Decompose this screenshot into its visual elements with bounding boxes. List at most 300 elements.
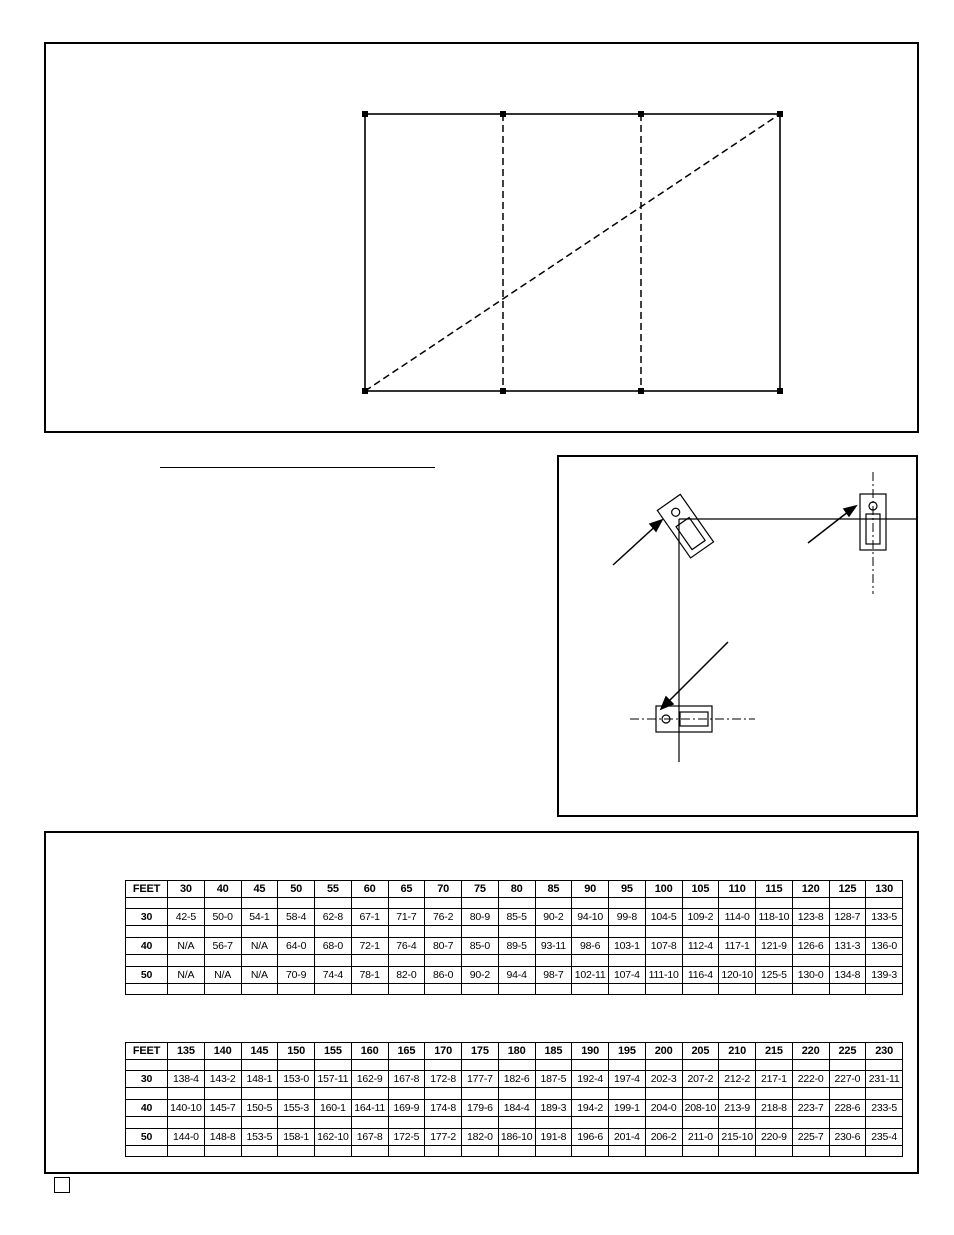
table-cell: 202-3 [645, 1071, 682, 1088]
empty-cell [829, 926, 866, 938]
empty-cell [315, 926, 352, 938]
empty-cell [204, 1088, 241, 1100]
empty-cell [351, 1117, 388, 1129]
table-cell: 227-0 [829, 1071, 866, 1088]
table-cell: 94-4 [498, 967, 535, 984]
table-cell: 167-8 [351, 1129, 388, 1146]
empty-cell [168, 926, 205, 938]
column-header: 65 [388, 881, 425, 898]
empty-cell [682, 1088, 719, 1100]
table-cell: 114-0 [719, 909, 756, 926]
empty-cell [388, 898, 425, 909]
row-header: 50 [126, 967, 168, 984]
empty-cell [682, 1117, 719, 1129]
empty-cell [241, 1146, 278, 1157]
table-cell: 98-7 [535, 967, 572, 984]
empty-cell [351, 926, 388, 938]
empty-cell [241, 898, 278, 909]
empty-cell [278, 926, 315, 938]
table-cell: 121-9 [756, 938, 793, 955]
empty-cell [498, 1060, 535, 1071]
empty-cell [204, 1117, 241, 1129]
spacer-row [126, 1088, 903, 1100]
empty-cell [572, 984, 609, 995]
column-header: 100 [645, 881, 682, 898]
empty-cell [126, 1060, 168, 1071]
table-cell: 157-11 [315, 1071, 352, 1088]
row-header: 30 [126, 1071, 168, 1088]
row-header: 50 [126, 1129, 168, 1146]
empty-cell [645, 1146, 682, 1157]
empty-cell [168, 1146, 205, 1157]
table-cell: 177-2 [425, 1129, 462, 1146]
table-cell: 213-9 [719, 1100, 756, 1117]
table-cell: N/A [241, 967, 278, 984]
column-header: 190 [572, 1043, 609, 1060]
table-cell: 139-3 [866, 967, 903, 984]
column-header: 145 [241, 1043, 278, 1060]
table-cell: 211-0 [682, 1129, 719, 1146]
spacer-row [126, 1117, 903, 1129]
table-row [126, 967, 903, 984]
column-header: 195 [609, 1043, 646, 1060]
empty-cell [126, 1088, 168, 1100]
empty-cell [425, 1146, 462, 1157]
table-cell: 172-8 [425, 1071, 462, 1088]
column-header: 155 [315, 1043, 352, 1060]
empty-cell [126, 1146, 168, 1157]
table-cell: 179-6 [462, 1100, 499, 1117]
table-body [126, 898, 903, 995]
table-cell: 117-1 [719, 938, 756, 955]
empty-cell [315, 984, 352, 995]
table-cell: 70-9 [278, 967, 315, 984]
empty-cell [756, 1146, 793, 1157]
empty-cell [609, 1088, 646, 1100]
empty-cell [756, 898, 793, 909]
empty-cell [792, 984, 829, 995]
column-header: 125 [829, 881, 866, 898]
empty-cell [572, 1146, 609, 1157]
table-cell: 201-4 [609, 1129, 646, 1146]
empty-cell [315, 898, 352, 909]
empty-cell [829, 955, 866, 967]
empty-cell [829, 1060, 866, 1071]
empty-cell [204, 1060, 241, 1071]
empty-cell [535, 1088, 572, 1100]
table-cell: 160-1 [315, 1100, 352, 1117]
table-cell: 184-4 [498, 1100, 535, 1117]
empty-cell [425, 1117, 462, 1129]
column-header: 30 [168, 881, 205, 898]
empty-cell [572, 1060, 609, 1071]
table-cell: 225-7 [792, 1129, 829, 1146]
empty-cell [719, 984, 756, 995]
page-checkbox[interactable] [54, 1177, 70, 1193]
table-cell: 71-7 [388, 909, 425, 926]
column-header: 210 [719, 1043, 756, 1060]
empty-cell [241, 1060, 278, 1071]
table-cell: 76-4 [388, 938, 425, 955]
table-cell: 199-1 [609, 1100, 646, 1117]
table-cell: 118-10 [756, 909, 793, 926]
table-cell: 133-5 [866, 909, 903, 926]
empty-cell [388, 1146, 425, 1157]
spacer-row [126, 1146, 903, 1157]
column-header: 140 [204, 1043, 241, 1060]
column-header: 175 [462, 1043, 499, 1060]
empty-cell [278, 984, 315, 995]
empty-cell [829, 898, 866, 909]
column-header: 230 [866, 1043, 903, 1060]
column-header: 170 [425, 1043, 462, 1060]
table-cell: 131-3 [829, 938, 866, 955]
column-header: 95 [609, 881, 646, 898]
table-cell: 85-0 [462, 938, 499, 955]
table-cell: 74-4 [315, 967, 352, 984]
empty-cell [425, 898, 462, 909]
empty-cell [866, 984, 903, 995]
empty-cell [535, 926, 572, 938]
table-row [126, 1100, 903, 1117]
row-header: 40 [126, 938, 168, 955]
empty-cell [168, 1060, 205, 1071]
empty-cell [278, 1060, 315, 1071]
column-header: 115 [756, 881, 793, 898]
table-cell: 143-2 [204, 1071, 241, 1088]
empty-cell [756, 926, 793, 938]
table-cell: 103-1 [609, 938, 646, 955]
table-cell: 228-6 [829, 1100, 866, 1117]
empty-cell [535, 1117, 572, 1129]
empty-cell [535, 984, 572, 995]
table-cell: 107-8 [645, 938, 682, 955]
table-cell: 215-10 [719, 1129, 756, 1146]
empty-cell [498, 1117, 535, 1129]
table-cell: 126-6 [792, 938, 829, 955]
empty-cell [829, 1117, 866, 1129]
empty-cell [388, 1117, 425, 1129]
table-cell: 220-9 [756, 1129, 793, 1146]
empty-cell [241, 926, 278, 938]
table-cell: 56-7 [204, 938, 241, 955]
distance-table-1 [125, 880, 903, 995]
table-cell: 235-4 [866, 1129, 903, 1146]
table-cell: 174-8 [425, 1100, 462, 1117]
table-cell: 197-4 [609, 1071, 646, 1088]
table-cell: 130-0 [792, 967, 829, 984]
table-cell: 116-4 [682, 967, 719, 984]
row-header: 40 [126, 1100, 168, 1117]
empty-cell [645, 1060, 682, 1071]
empty-cell [609, 898, 646, 909]
empty-cell [792, 898, 829, 909]
empty-cell [682, 984, 719, 995]
empty-cell [351, 984, 388, 995]
bracket-diagram-panel [557, 455, 918, 817]
empty-cell [241, 984, 278, 995]
table-cell: 155-3 [278, 1100, 315, 1117]
table-cell: 111-10 [645, 967, 682, 984]
empty-cell [315, 1146, 352, 1157]
empty-cell [388, 955, 425, 967]
empty-cell [609, 1146, 646, 1157]
empty-cell [126, 1117, 168, 1129]
empty-cell [609, 955, 646, 967]
empty-cell [462, 1146, 499, 1157]
empty-cell [719, 926, 756, 938]
table-cell: 192-4 [572, 1071, 609, 1088]
empty-cell [425, 1060, 462, 1071]
empty-cell [462, 984, 499, 995]
empty-cell [792, 1146, 829, 1157]
empty-cell [756, 1060, 793, 1071]
empty-cell [535, 1146, 572, 1157]
table-cell: 128-7 [829, 909, 866, 926]
table-cell: 153-0 [278, 1071, 315, 1088]
table-cell: 169-9 [388, 1100, 425, 1117]
table-cell: 182-0 [462, 1129, 499, 1146]
table-cell: N/A [204, 967, 241, 984]
empty-cell [866, 1117, 903, 1129]
empty-cell [168, 984, 205, 995]
table-cell: 140-10 [168, 1100, 205, 1117]
column-header: 80 [498, 881, 535, 898]
table-cell: 207-2 [682, 1071, 719, 1088]
table-cell: 206-2 [645, 1129, 682, 1146]
table-cell: 153-5 [241, 1129, 278, 1146]
empty-cell [645, 926, 682, 938]
empty-cell [682, 926, 719, 938]
table-cell: 158-1 [278, 1129, 315, 1146]
table-cell: 134-8 [829, 967, 866, 984]
table-cell: 208-10 [682, 1100, 719, 1117]
table-header-row [126, 881, 903, 898]
table-corner-cell: FEET [126, 1043, 168, 1060]
table-cell: 233-5 [866, 1100, 903, 1117]
table-cell: 191-8 [535, 1129, 572, 1146]
distance-table-2 [125, 1042, 903, 1157]
empty-cell [572, 1088, 609, 1100]
table-cell: 162-10 [315, 1129, 352, 1146]
column-header: 110 [719, 881, 756, 898]
column-header: 90 [572, 881, 609, 898]
empty-cell [572, 898, 609, 909]
spacer-row [126, 926, 903, 938]
empty-cell [388, 984, 425, 995]
table-row [126, 1071, 903, 1088]
table-cell: 172-5 [388, 1129, 425, 1146]
table-cell: 138-4 [168, 1071, 205, 1088]
empty-cell [462, 1088, 499, 1100]
table-cell: N/A [241, 938, 278, 955]
table-cell: 204-0 [645, 1100, 682, 1117]
table-cell: 82-0 [388, 967, 425, 984]
empty-cell [315, 1117, 352, 1129]
empty-cell [719, 1088, 756, 1100]
empty-cell [126, 926, 168, 938]
empty-cell [168, 1117, 205, 1129]
table-body [126, 1060, 903, 1157]
column-header: 225 [829, 1043, 866, 1060]
empty-cell [126, 955, 168, 967]
empty-cell [645, 984, 682, 995]
table-cell: 150-5 [241, 1100, 278, 1117]
empty-cell [866, 1060, 903, 1071]
empty-cell [866, 898, 903, 909]
empty-cell [498, 1146, 535, 1157]
table-cell: 58-4 [278, 909, 315, 926]
table-cell: 99-8 [609, 909, 646, 926]
empty-cell [719, 898, 756, 909]
table-cell: 144-0 [168, 1129, 205, 1146]
empty-cell [609, 1117, 646, 1129]
empty-cell [866, 1088, 903, 1100]
empty-cell [351, 1146, 388, 1157]
empty-cell [829, 1088, 866, 1100]
column-header: 165 [388, 1043, 425, 1060]
empty-cell [388, 1088, 425, 1100]
table-cell: 54-1 [241, 909, 278, 926]
empty-cell [756, 1088, 793, 1100]
table-cell: 50-0 [204, 909, 241, 926]
empty-cell [609, 926, 646, 938]
table-cell: 212-2 [719, 1071, 756, 1088]
empty-cell [241, 1117, 278, 1129]
empty-cell [462, 898, 499, 909]
layout-rectangle-diagram [362, 111, 783, 394]
table-cell: 123-8 [792, 909, 829, 926]
table-cell: 85-5 [498, 909, 535, 926]
empty-cell [498, 955, 535, 967]
column-header: 60 [351, 881, 388, 898]
column-header: 215 [756, 1043, 793, 1060]
empty-cell [498, 926, 535, 938]
empty-cell [682, 1146, 719, 1157]
table-row [126, 909, 903, 926]
table-cell: 120-10 [719, 967, 756, 984]
empty-cell [462, 1060, 499, 1071]
table-header-row [126, 1043, 903, 1060]
table-corner-cell: FEET [126, 881, 168, 898]
spacer-row [126, 898, 903, 909]
empty-cell [278, 955, 315, 967]
column-header: 220 [792, 1043, 829, 1060]
empty-cell [241, 955, 278, 967]
table-cell: 194-2 [572, 1100, 609, 1117]
empty-cell [645, 1117, 682, 1129]
empty-cell [829, 984, 866, 995]
spacer-row [126, 1060, 903, 1071]
table-cell: 162-9 [351, 1071, 388, 1088]
column-header: 75 [462, 881, 499, 898]
empty-cell [168, 955, 205, 967]
empty-cell [168, 898, 205, 909]
empty-cell [645, 955, 682, 967]
empty-cell [351, 898, 388, 909]
empty-cell [756, 1117, 793, 1129]
empty-cell [425, 984, 462, 995]
table-cell: N/A [168, 967, 205, 984]
spacer-row [126, 955, 903, 967]
table-cell: 217-1 [756, 1071, 793, 1088]
table-cell: 76-2 [425, 909, 462, 926]
empty-cell [572, 926, 609, 938]
empty-cell [792, 1060, 829, 1071]
empty-cell [278, 1146, 315, 1157]
table-cell: 231-11 [866, 1071, 903, 1088]
column-header: 200 [645, 1043, 682, 1060]
column-header: 180 [498, 1043, 535, 1060]
empty-cell [462, 926, 499, 938]
empty-cell [126, 898, 168, 909]
empty-cell [792, 955, 829, 967]
empty-cell [682, 955, 719, 967]
column-header: 185 [535, 1043, 572, 1060]
empty-cell [204, 898, 241, 909]
empty-cell [792, 1088, 829, 1100]
table-cell: 62-8 [315, 909, 352, 926]
table-row [126, 1129, 903, 1146]
table-cell: 223-7 [792, 1100, 829, 1117]
table-cell: 94-10 [572, 909, 609, 926]
table-cell: 164-11 [351, 1100, 388, 1117]
table-cell: 177-7 [462, 1071, 499, 1088]
empty-cell [609, 984, 646, 995]
empty-cell [682, 898, 719, 909]
table-cell: 145-7 [204, 1100, 241, 1117]
table-cell: 187-5 [535, 1071, 572, 1088]
empty-cell [792, 926, 829, 938]
empty-cell [388, 1060, 425, 1071]
empty-cell [351, 955, 388, 967]
empty-cell [241, 1088, 278, 1100]
empty-cell [278, 1117, 315, 1129]
column-header: 150 [278, 1043, 315, 1060]
table-row [126, 938, 903, 955]
table-cell: 148-8 [204, 1129, 241, 1146]
table-cell: 89-5 [498, 938, 535, 955]
empty-cell [682, 1060, 719, 1071]
table-cell: 230-6 [829, 1129, 866, 1146]
table-cell: 90-2 [535, 909, 572, 926]
table-cell: 186-10 [498, 1129, 535, 1146]
empty-cell [315, 1060, 352, 1071]
empty-cell [572, 955, 609, 967]
column-header: 45 [241, 881, 278, 898]
table-cell: 148-1 [241, 1071, 278, 1088]
empty-cell [425, 955, 462, 967]
table-cell: 189-3 [535, 1100, 572, 1117]
table-cell: 78-1 [351, 967, 388, 984]
table-cell: 80-9 [462, 909, 499, 926]
spacer-row [126, 984, 903, 995]
empty-cell [535, 898, 572, 909]
empty-cell [462, 1117, 499, 1129]
table-cell: 182-6 [498, 1071, 535, 1088]
empty-cell [351, 1088, 388, 1100]
empty-cell [315, 955, 352, 967]
empty-cell [498, 984, 535, 995]
column-header: 50 [278, 881, 315, 898]
empty-cell [535, 955, 572, 967]
table-cell: 112-4 [682, 938, 719, 955]
empty-cell [315, 1088, 352, 1100]
table-cell: 93-11 [535, 938, 572, 955]
empty-cell [756, 955, 793, 967]
table-cell: 109-2 [682, 909, 719, 926]
column-header: 85 [535, 881, 572, 898]
